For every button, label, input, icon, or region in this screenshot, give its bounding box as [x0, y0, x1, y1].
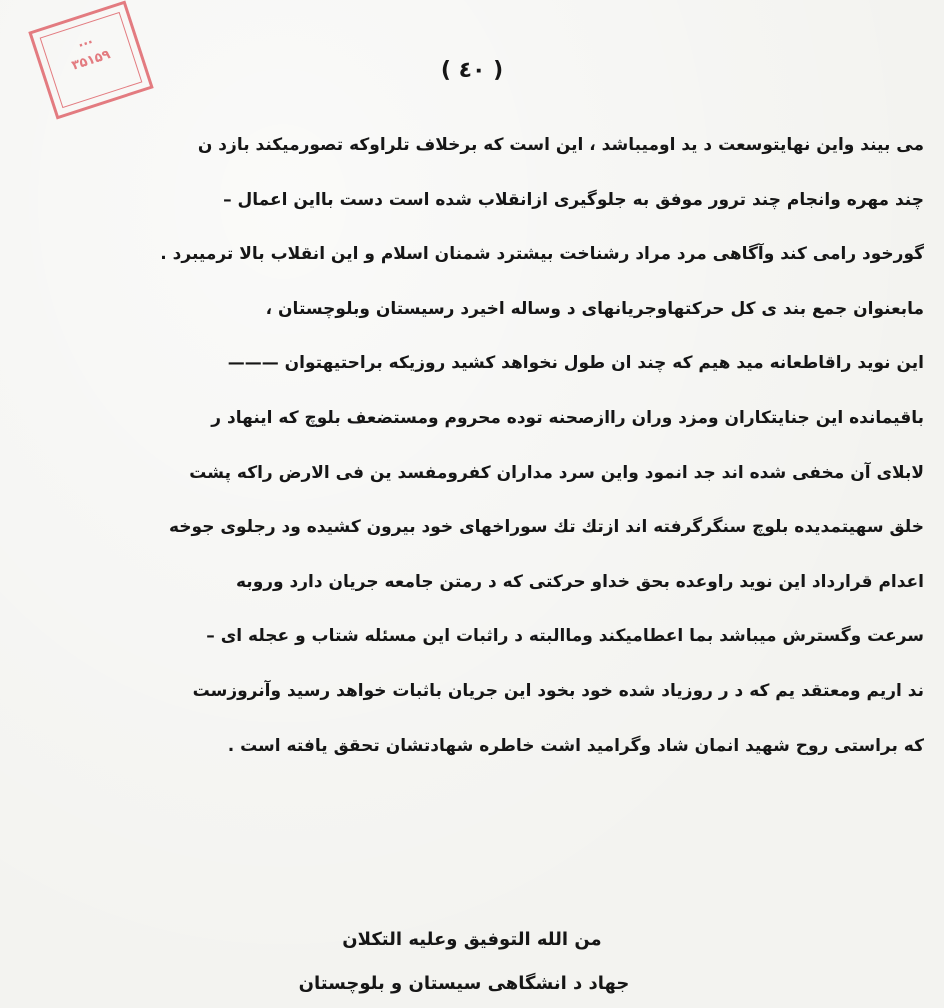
closing-invocation: من الله التوفیق وعلیه التکلان	[342, 929, 602, 950]
text-line: مابعنوان جمع بند ی کل حرکتهاوجریانهای د وساله اخیرد رسیستان وبلوچستان ،	[265, 298, 924, 319]
body-paragraph	[16, 118, 924, 773]
text-line: باقیمانده این جنایتکاران ومزد وران راازصحنه توده محروم ومستضعف بلوچ که اینهاد ر	[211, 407, 924, 428]
closing-signature: جهاد د انشگاهی سیستان و بلوچستان	[298, 973, 630, 994]
text-line: این نوید راقاطعانه مید هیم که چند ان طول نخواهد کشید روزیکه براحتیهتوان ———	[227, 353, 924, 374]
text-line: ند اریم ومعتقد یم که د ر روزیاد شده خود بخود این جریان باثبات خواهد رسید وآنروزست	[192, 680, 924, 701]
text-line: گورخود رامی کند وآگاهی مرد مراد رشناخت بیشترد شمنان اسلام و این انقلاب بالا ترمیبرد .	[160, 244, 924, 265]
text-line: چند مهره وانجام چند ترور موفق به جلوگیری ازانقلاب شده است دست بااین اعمال –	[223, 189, 924, 210]
text-line: خلق سهیتمدیده بلوچ سنگرگرفته اند ازتك تك سوراخهای خود بیرون کشیده ود رجلوی جوخه	[169, 517, 924, 538]
page-number: ( ٤٠ )	[440, 58, 504, 83]
text-line: لابلای آن مخفی شده اند جد انمود واین سرد مداران کفرومفسد ین فی الارض راکه پشت	[189, 462, 924, 483]
stamp-text-line2: ۳۵۱۵۹	[69, 47, 113, 74]
text-line: سرعت وگسترش میباشد بما اعطامیکند وماالبته د راثبات این مسئله شتاب و عجله ای –	[206, 626, 924, 647]
stamp-text-line1: ...	[75, 32, 95, 51]
text-line: اعدام قرارداد این نوید راوعده بحق خداو حرکتی که د رمتن جامعه جریان دارد وروبه	[236, 571, 924, 592]
closing-block	[0, 918, 944, 1006]
text-line: می بیند واین نهایتوسعت د ید اومیباشد ، این است که برخلاف تلراوکه تصورمیکند بازد ن	[197, 135, 924, 155]
text-line: که براستی روح شهید انمان شاد وگرامید اشت خاطره شهادتشان تحقق یافته است .	[227, 735, 924, 756]
